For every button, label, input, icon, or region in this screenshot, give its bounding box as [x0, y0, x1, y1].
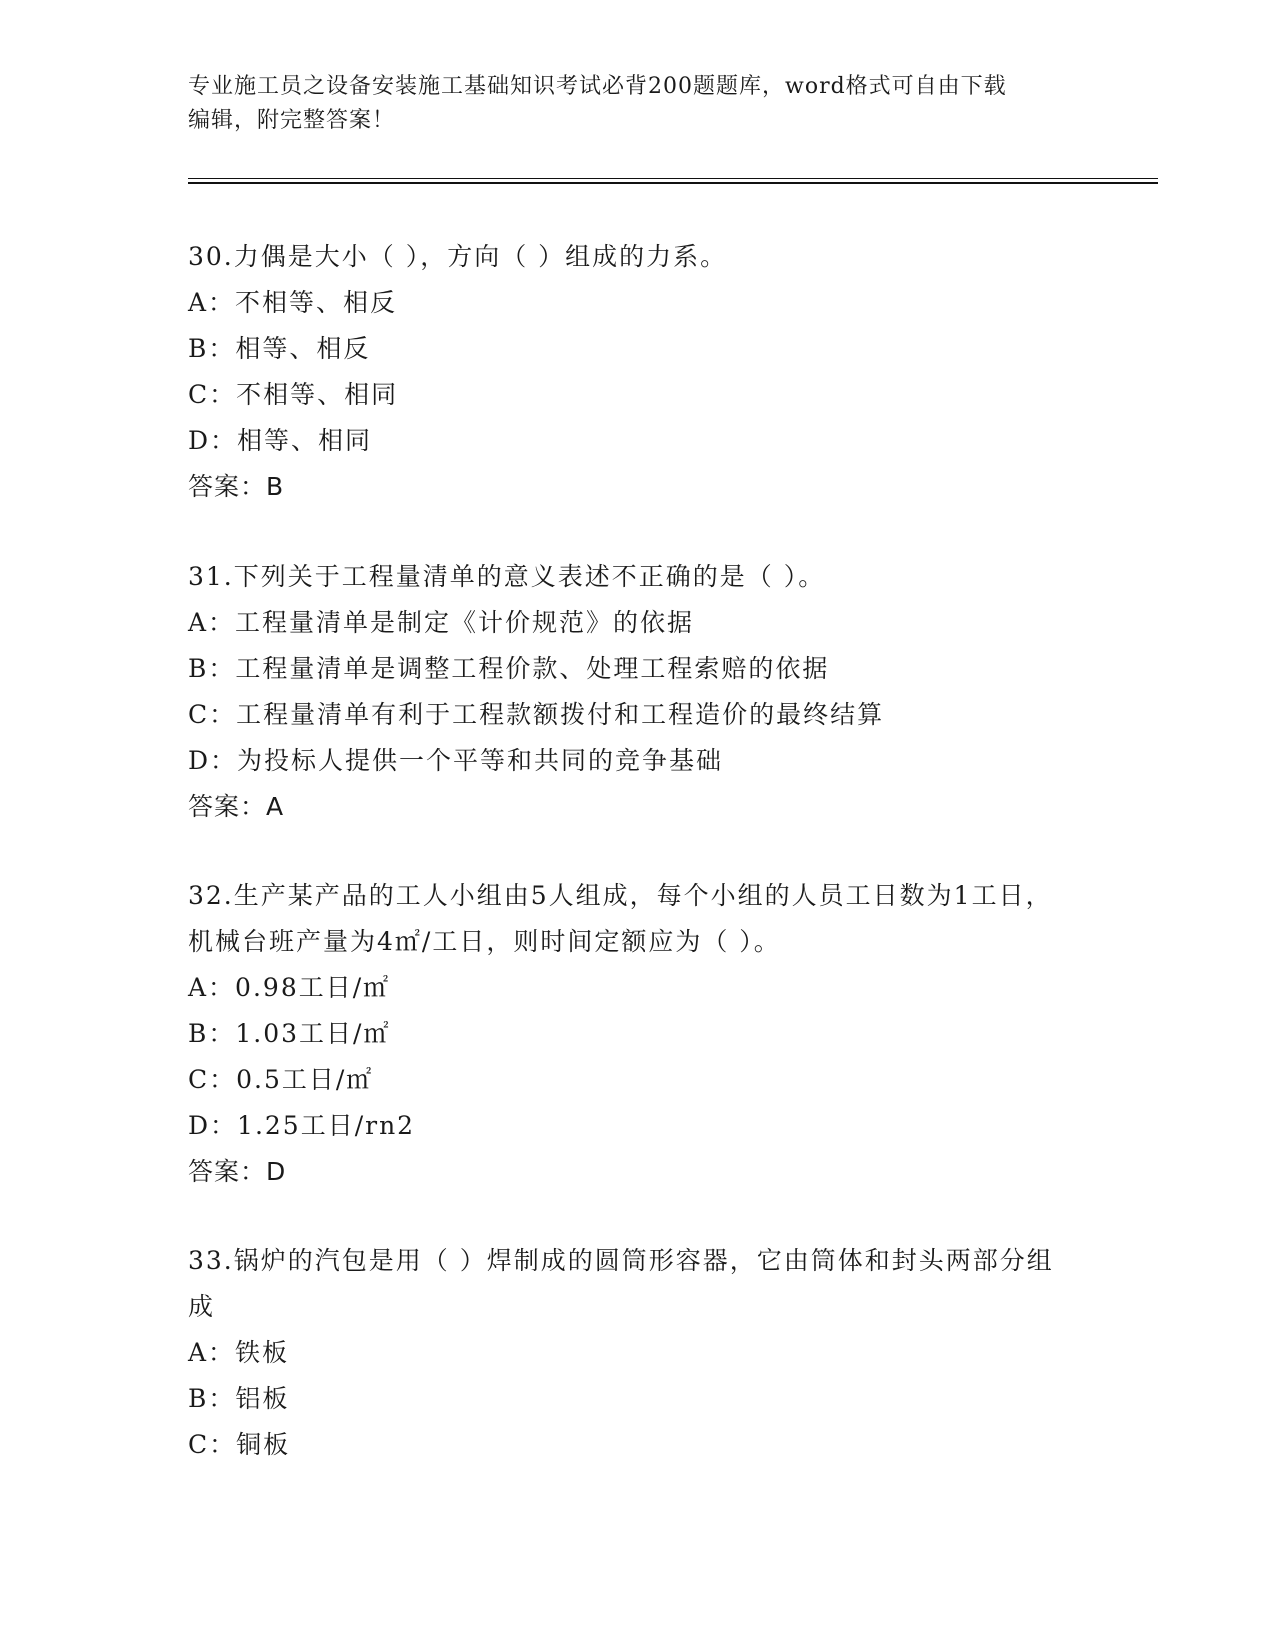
question-30: [188, 234, 1068, 510]
option-c: C：工程量清单有利于工程款额拨付和工程造价的最终结算: [188, 700, 885, 729]
document-header: [188, 70, 1068, 138]
option-a: A：不相等、相反: [188, 288, 398, 317]
answer-line: 答案：D: [188, 1157, 287, 1186]
option-b: B：相等、相反: [188, 334, 371, 363]
option-a: A：工程量清单是制定《计价规范》的依据: [188, 608, 695, 637]
answer-line: 答案：A: [188, 792, 285, 821]
option-a: A：铁板: [188, 1338, 290, 1367]
question-33: [188, 1238, 1068, 1468]
option-c: C：0.5工日/㎡: [188, 1065, 374, 1094]
header-divider-thin: [188, 178, 1158, 179]
question-32: [188, 873, 1068, 1195]
question-stem: 32.生产某产品的工人小组由5人组成，每个小组的人员工日数为1工日，机械台班产量为4㎡/工日，则时间定额应为（ ）。: [188, 881, 1053, 956]
question-31: [188, 554, 1068, 830]
option-c: C：不相等、相同: [188, 380, 399, 409]
option-c: C：铜板: [188, 1430, 291, 1459]
question-stem: 31.下列关于工程量清单的意义表述不正确的是（ ）。: [188, 562, 826, 591]
answer-line: 答案：B: [188, 472, 285, 501]
option-b: B：铝板: [188, 1384, 290, 1413]
question-stem: 33.锅炉的汽包是用（ ）焊制成的圆筒形容器，它由筒体和封头两部分组成: [188, 1246, 1054, 1321]
option-b: B：工程量清单是调整工程价款、处理工程索赔的依据: [188, 654, 830, 683]
option-d: D：相等、相同: [188, 426, 373, 455]
option-b: B：1.03工日/㎡: [188, 1019, 391, 1048]
header-line-2: 编辑，附完整答案！: [188, 108, 396, 133]
option-d: D：为投标人提供一个平等和共同的竞争基础: [188, 746, 724, 775]
option-d: D：1.25工日/rn2: [188, 1111, 416, 1140]
option-a: A：0.98工日/㎡: [188, 973, 391, 1002]
header-line-1: 专业施工员之设备安装施工基础知识考试必背200题题库，word格式可自由下载: [188, 74, 1007, 99]
question-stem: 30.力偶是大小（ ），方向（ ）组成的力系。: [188, 242, 728, 271]
header-divider-thick: [188, 182, 1158, 184]
